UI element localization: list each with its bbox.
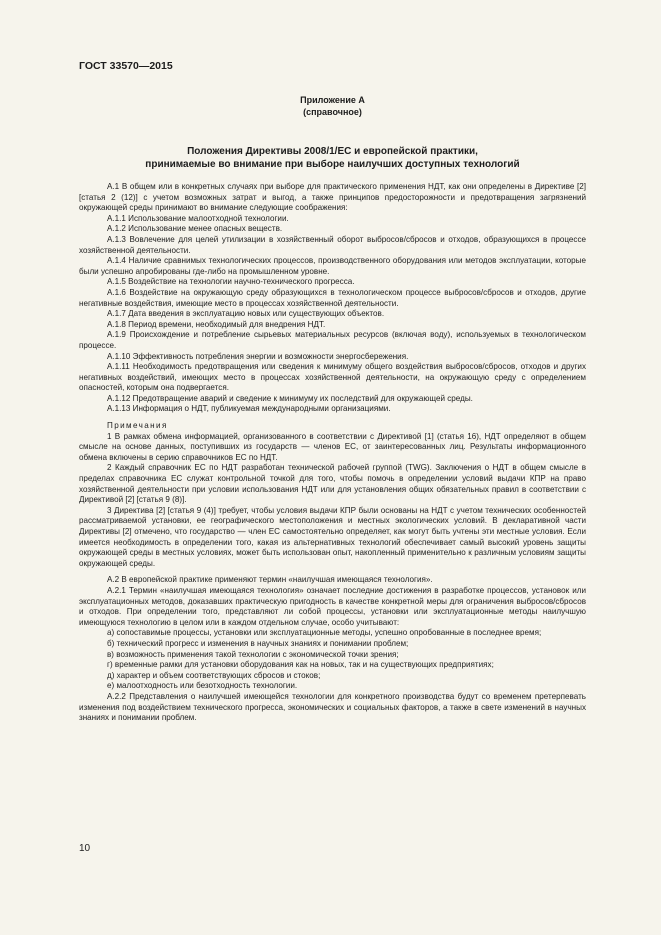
annex-subtitle: (справочное) <box>303 107 362 117</box>
paragraph-a1-8: А.1.8 Период времени, необходимый для внедрения НДТ. <box>107 319 326 329</box>
paragraph-a2: А.2 В европейской практике применяют термин «наилучшая имеющаяся технология». <box>107 575 433 585</box>
paragraph-a1-7: А.1.7 Дата введения в эксплуатацию новых или существующих объектов. <box>107 309 385 319</box>
paragraph-a1-13: А.1.13 Информация о НДТ, публикуемая международными организациями. <box>107 404 391 414</box>
paragraph-a1: А.1 В общем или в конкретных случаях при выборе для практического применения НДТ, как они определены в Директиве [2] [статья 2 (12)] с учетом возможных затрат и выгод, а также принципов предосторожности и предотвращения загрязнений окружающей среды принимают во внимание следующие соображения: <box>79 182 586 213</box>
paragraph-a1-4: А.1.4 Наличие сравнимых технологических процессов, производственного оборудования или методов эксплуатации, которые были успешно апробированы где-либо на промышленном уровне. <box>79 256 586 276</box>
section-title-line-1: Положения Директивы 2008/1/ЕС и европейской практики, <box>187 146 478 157</box>
paragraph-a1-2: А.1.2 Использование менее опасных веществ. <box>107 224 283 234</box>
list-item-g: г) временные рамки для установки оборудования как на новых, так и на существующих предприятиях; <box>107 660 494 670</box>
notes-heading: Примечания <box>107 421 168 431</box>
document-body <box>79 182 586 724</box>
list-item-d: д) характер и объем соответствующих сбросов и стоков; <box>107 670 321 680</box>
document-code: ГОСТ 33570—2015 <box>79 60 173 72</box>
paragraph-a1-10: А.1.10 Эффективность потребления энергии и возможности энергосбережения. <box>107 351 409 361</box>
list-item-v: в) возможность применения такой технологии с экономической точки зрения; <box>107 649 399 659</box>
page-number: 10 <box>79 843 91 854</box>
note-1: 1 В рамках обмена информацией, организованного в соответствии с Директивой [1] (статья 16), НДТ определяют в общем смысле на основе данных, поступивших из государств — членов ЕС, от заинтересованных лиц. Результаты информационного обмена включены в серию справочников ЕС по НДТ. <box>79 431 586 462</box>
paragraph-a1-9: А.1.9 Происхождение и потребление сырьевых материальных ресурсов (включая воду), используемых в технологическом процессе. <box>79 330 586 350</box>
list-item-e: е) малоотходность или безотходность технологии. <box>107 681 298 691</box>
note-2: 2 Каждый справочник ЕС по НДТ разработан технической рабочей группой (TWG). Заключения о НДТ в общем смысле в пределах справочника ЕС служат контрольной точкой для того, чтобы помочь в определении условий выдачи КПР на право хозяйственной деятельности при условии использования НДТ или для установления общих обязательных правил в соответствии с Директивой [2] [статья 9 (8)]. <box>79 463 586 505</box>
paragraph-a1-5: А.1.5 Воздействие на технологии научно-технического прогресса. <box>107 277 355 287</box>
paragraph-a1-11: А.1.11 Необходимость предотвращения или сведения к минимуму общего воздействия выбросов/сбросов, отходов и других негативных воздействий, имеющих место в процессах хозяйственной деятельности, на окружающую среду с определением опасностей, которым она подвергается. <box>79 362 586 393</box>
paragraph-a1-3: А.1.3 Вовлечение для целей утилизации в хозяйственный оборот выбросов/сбросов и отходов, образующихся в процессе хозяйственной деятельности. <box>79 234 586 255</box>
annex-title: Приложение А <box>300 95 365 105</box>
section-title <box>79 145 586 171</box>
list-item-b: б) технический прогресс и изменения в научных знаниях и понимании проблем; <box>107 638 409 648</box>
paragraph-a2-2: А.2.2 Представления о наилучшей имеющейся технологии для конкретного производства будут со временем претерпевать изменения под воздействием технического прогресса, экономических и социальных факторов, а также в свете изменений в научных знаниях и понимании проблем. <box>79 691 586 723</box>
note-3: 3 Директива [2] [статья 9 (4)] требует, чтобы условия выдачи КПР были основаны на НДТ с учетом технических особенностей рассматриваемой установки, ее географического местоположения и местных экологических условий. В декларативной части Директивы [2] отмечено, что государство — член ЕС самостоятельно определяет, как могут быть учтены эти местные условия. Если имеется необходимость в определении того, какая из альтернативных технологий обеспечивает самый высокий уровень защиты окружающей среды в местных условиях, может быть использован опыт, накопленный применительно к различным условиям защиты окружающей среды. <box>79 505 586 568</box>
annex-heading <box>79 94 586 118</box>
paragraph-a1-12: А.1.12 Предотвращение аварий и сведение к минимуму их последствий для окружающей среды. <box>107 393 473 403</box>
paragraph-a1-6: А.1.6 Воздействие на окружающую среду образующихся в технологическом процессе выбросов/сбросов и отходов, другие негативные воздействия, имеющие место в процессах хозяйственной деятельности. <box>79 287 586 308</box>
paragraph-a1-1: А.1.1 Использование малоотходной технологии. <box>107 213 289 223</box>
section-title-line-2: принимаемые во внимание при выборе наилучших доступных технологий <box>145 159 520 170</box>
paragraph-a2-1: А.2.1 Термин «наилучшая имеющаяся технология» означает последние достижения в разработке процессов, установок или эксплуатационных методов, доказавших практическую пригодность в качестве конкретной меры для ограничения выбросов/сбросов и отходов. При определении того, представляют ли собой процессы, установки или эксплуатационные методы наилучшую имеющуюся технологию в целом или в каждом отдельном случае, особо учитывают: <box>79 585 586 627</box>
list-item-a: а) сопоставимые процессы, установки или эксплуатационные методы, успешно опробованные в последнее время; <box>107 628 542 638</box>
